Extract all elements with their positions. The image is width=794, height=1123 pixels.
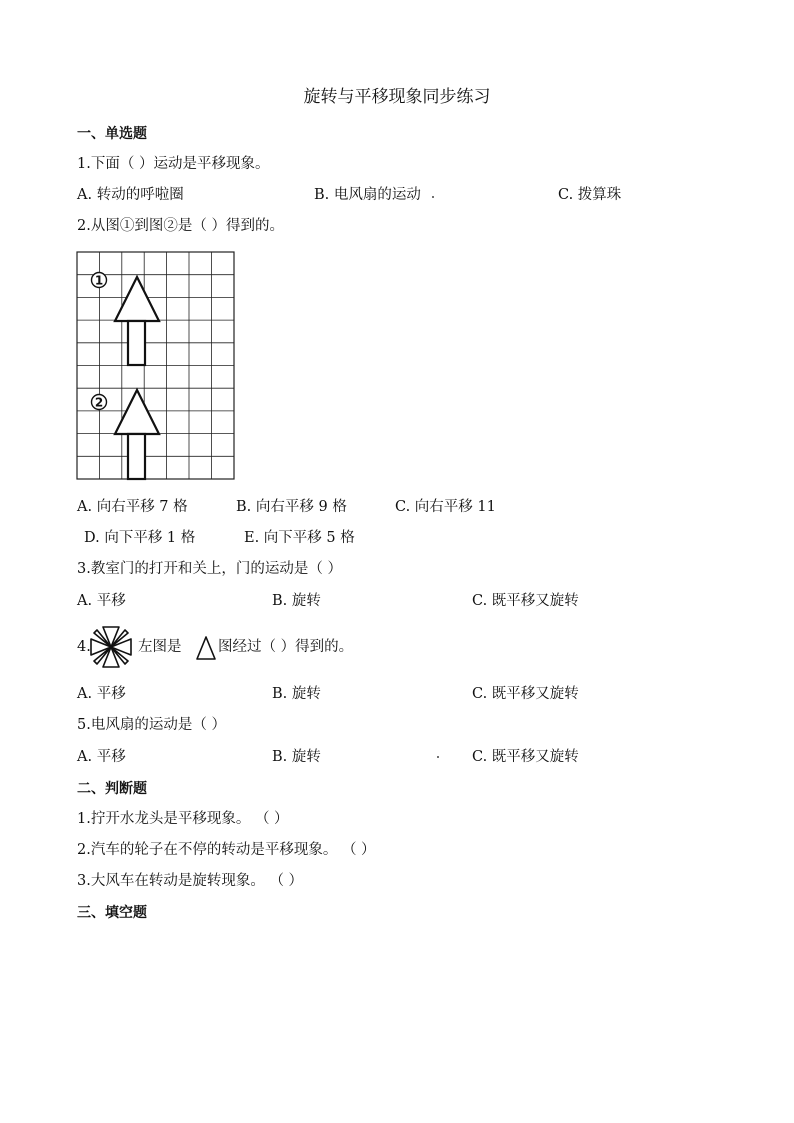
- judge-question-1: 1.拧开水龙头是平移现象。 （ ）: [77, 811, 289, 827]
- question-2-option-b[interactable]: B. 向右平移 9 格: [236, 499, 347, 515]
- question-1-option-c[interactable]: C. 拨算珠: [558, 187, 622, 203]
- question-2-stem: 2.从图①到图②是（ ）得到的。: [77, 218, 284, 234]
- svg-text:1: 1: [94, 273, 104, 288]
- page-title: 旋转与平移现象同步练习: [303, 87, 491, 107]
- figure-label-1: [92, 273, 107, 288]
- question-5-option-c[interactable]: C. 既平移又旋转: [472, 749, 579, 765]
- stray-dot: [437, 756, 439, 758]
- judge-question-3: 3.大风车在转动是旋转现象。 （ ）: [77, 873, 304, 889]
- triangle-figure: [195, 635, 217, 661]
- question-2-option-d[interactable]: D. 向下平移 1 格: [84, 530, 196, 546]
- question-4-number: 4.: [77, 639, 91, 655]
- question-4-option-c[interactable]: C. 既平移又旋转: [472, 686, 579, 702]
- section-heading-judge: 二、判断题: [77, 781, 147, 797]
- question-5-option-a[interactable]: A. 平移: [77, 749, 126, 765]
- question-4-option-a[interactable]: A. 平移: [77, 686, 126, 702]
- question-3-option-b[interactable]: B. 旋转: [272, 593, 321, 609]
- question-4-tail-text: 图经过（ ）得到的。: [218, 639, 354, 655]
- pinwheel-figure: [89, 625, 133, 669]
- question-4-option-b[interactable]: B. 旋转: [272, 686, 321, 702]
- question-3-option-c[interactable]: C. 既平移又旋转: [472, 593, 579, 609]
- figure-label-2: [92, 395, 107, 410]
- question-2-option-c[interactable]: C. 向右平移 11: [395, 499, 496, 515]
- question-5-stem: 5.电风扇的运动是（ ）: [77, 717, 226, 733]
- question-4-left-text: 左图是: [138, 639, 182, 655]
- question-1-option-a[interactable]: A. 转动的呼啦圈: [77, 187, 184, 203]
- question-1-option-b[interactable]: B. 电风扇的运动: [314, 187, 421, 203]
- translation-grid-figure: [77, 252, 235, 480]
- stray-dot: [432, 196, 434, 198]
- section-heading-choice: 一、单选题: [77, 126, 147, 142]
- section-heading-fill: 三、填空题: [77, 905, 147, 921]
- question-3-stem: 3.教室门的打开和关上，门的运动是（ ）: [77, 561, 342, 577]
- svg-text:2: 2: [94, 395, 104, 410]
- question-1-stem: 1.下面（ ）运动是平移现象。: [77, 156, 270, 172]
- question-2-option-a[interactable]: A. 向右平移 7 格: [77, 499, 188, 515]
- question-5-option-b[interactable]: B. 旋转: [272, 749, 321, 765]
- judge-question-2: 2.汽车的轮子在不停的转动是平移现象。 （ ）: [77, 842, 376, 858]
- question-2-option-e[interactable]: E. 向下平移 5 格: [244, 530, 355, 546]
- question-3-option-a[interactable]: A. 平移: [77, 593, 126, 609]
